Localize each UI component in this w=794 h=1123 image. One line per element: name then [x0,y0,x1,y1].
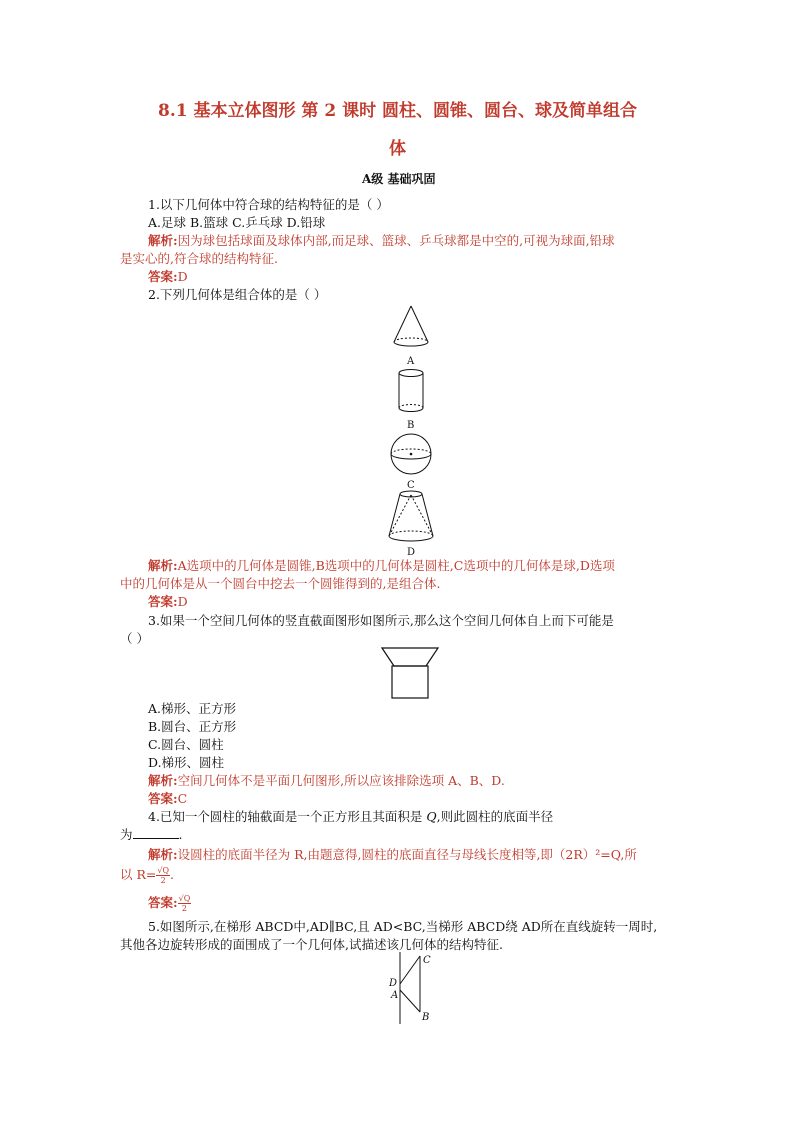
q3-stem-line1: 3.如果一个空间几何体的竖直截面图形如图所示,那么这个空间几何体自上而下可能是 [148,613,614,628]
q1-analysis-label: 解析: [148,233,178,248]
q4-analysis-end: . [170,867,174,882]
q5-label-a: A [391,990,399,1001]
sphere-figure [391,434,431,474]
q4-analysis-line1 [148,846,637,864]
q4-fraction-numerator: √Q [157,866,170,875]
q4-answer-denominator: 2 [181,904,187,913]
q5-stem-line1: 5.如图所示,在梯形 ABCD中,AD∥BC,且 AD<BC,当梯形 ABCD绕 AD所在直线旋转一周时, [148,919,658,934]
page-title-line2: 体 [389,139,406,159]
q4-answer [148,894,191,913]
q4-analysis-text2: 以 R= [120,867,157,882]
q4-stem-end: . [178,827,183,842]
q2-stem: 2.下列几何体是组合体的是（ ） [148,287,327,302]
cylinder-figure [399,370,423,412]
q4-answer-blank [133,826,179,839]
q5-label-d: D [389,978,398,989]
q2-label-b: B [407,420,415,431]
q2-analysis-label: 解析: [148,558,178,573]
q1-analysis-line2: 是实心的,符合球的结构特征. [120,251,278,266]
q4-analysis-line2 [120,866,174,885]
q4-stem-text-2: 为 [120,827,133,842]
q2-figures [370,300,460,560]
q2-analysis-line1 [148,557,615,575]
q4-stem-text-a: 4.已知一个圆柱的轴截面是一个正方形且其面积是 [148,809,427,824]
section-heading: A级 基础巩固 [362,172,436,186]
page-title-line1: 8.1 基本立体图形 第 2 课时 圆柱、圆锥、圆台、球及简单组合 [158,101,637,121]
q5-label-b: B [422,1012,430,1023]
q3-option-a: A.梯形、正方形 [148,701,237,716]
q4-stem-text-c: ,则此圆柱的底面半径 [436,809,554,824]
q2-analysis-text1: A选项中的几何体是圆锥,B选项中的几何体是圆柱,C选项中的几何体是球,D选项 [177,558,615,573]
q3-analysis-text: 空间几何体不是平面几何图形,所以应该排除选项 A、B、D. [177,773,505,788]
q4-stem-var-q: Q [426,809,437,824]
q3-cross-section-figure [378,642,444,702]
q4-answer-label: 答案: [148,895,178,910]
q1-options: A.足球 B.篮球 C.乒乓球 D.铅球 [148,215,326,230]
q5-label-c: C [423,955,431,966]
q1-stem: 1.以下几何体中符合球的结构特征的是（ ） [148,197,389,212]
q2-analysis-line2: 中的几何体是从一个圆台中挖去一个圆锥得到的,是组合体. [120,576,441,591]
q3-stem-line2: （ ） [120,631,149,646]
q4-stem-line1 [148,808,553,826]
q1-analysis-text1: 因为球包括球面及球体内部,而足球、篮球、乒乓球都是中空的,可视为球面,铅球 [177,233,615,248]
q4-analysis-text1: 设圆柱的底面半径为 R,由题意得,圆柱的底面直径与母线长度相等,即（2R）²=Q,所 [177,847,637,862]
q4-fraction-denominator: 2 [160,876,166,885]
q1-answer [148,268,188,286]
q2-label-a: A [407,356,415,367]
q1-analysis-line1 [148,232,615,250]
frustum-figure [389,491,433,541]
q5-trapezoid-figure [384,950,436,1028]
q1-answer-value: D [177,269,188,284]
q1-answer-label: 答案: [148,269,178,284]
q3-analysis-label: 解析: [148,773,178,788]
q2-answer-value: D [177,594,188,609]
q3-option-c: C.圆台、圆柱 [148,737,224,752]
q2-label-d: D [407,547,416,558]
q4-answer-fraction [178,894,192,913]
q4-answer-numerator: √Q [178,894,191,903]
q2-label-c: C [407,480,415,491]
q3-answer-label: 答案: [148,791,178,806]
q3-analysis [148,772,505,790]
q2-answer [148,593,188,611]
cone-figure [394,306,428,346]
q4-analysis-fraction [156,866,170,885]
q5-stem-line2: 其他各边旋转形成的面围成了一个几何体,试描述该几何体的结构特征. [120,937,503,952]
q3-answer [148,790,187,808]
q4-stem-line2 [120,826,183,844]
q4-analysis-label: 解析: [148,847,178,862]
q3-answer-value: C [177,791,188,806]
q2-answer-label: 答案: [148,594,178,609]
q3-option-b: B.圆台、正方形 [148,719,237,734]
q3-option-d: D.梯形、圆柱 [148,755,225,770]
